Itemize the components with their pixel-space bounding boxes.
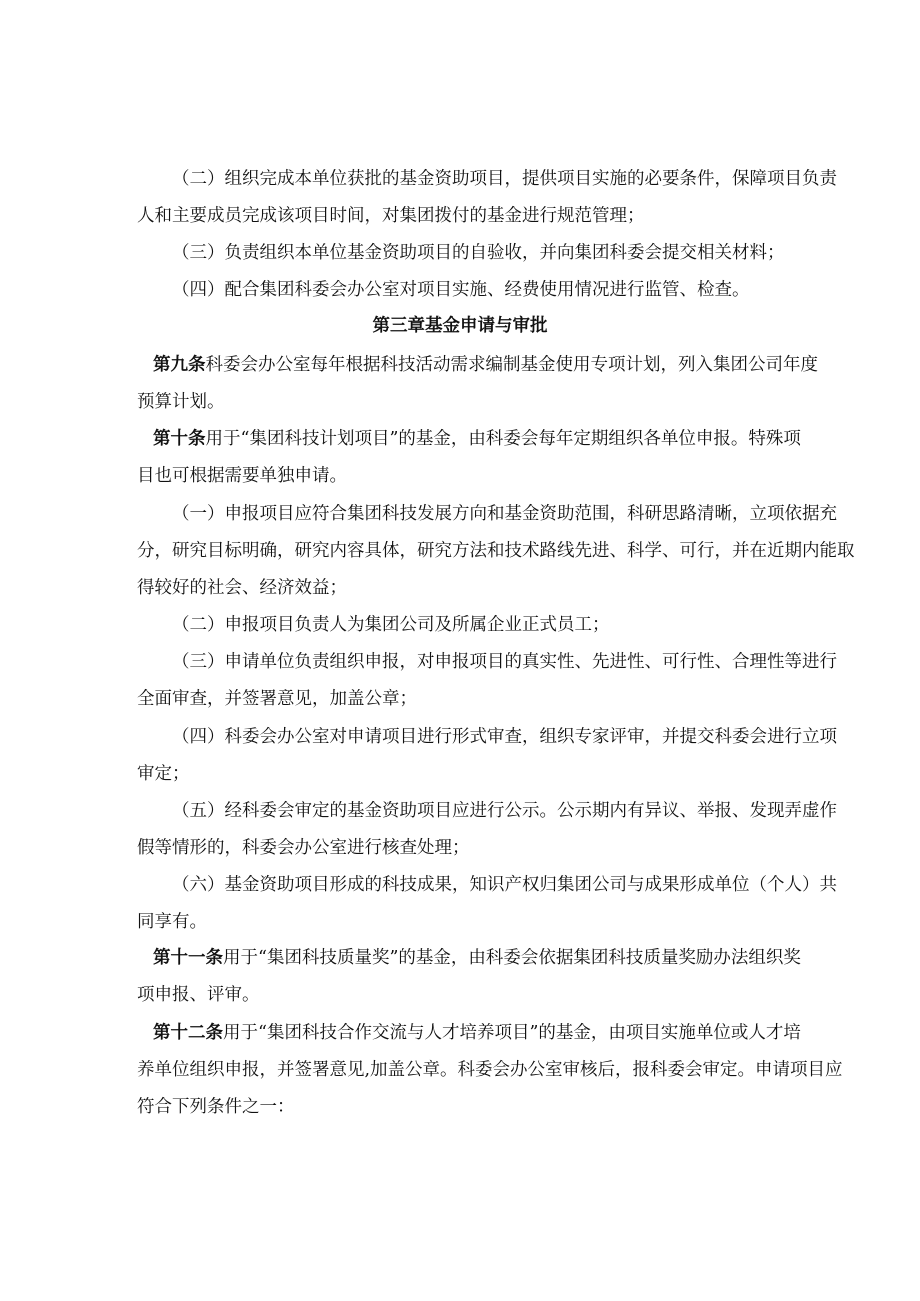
article-10-label: 第十条 — [153, 429, 206, 449]
list-item: 审定； — [137, 764, 190, 784]
list-item: （一）申报项目应符合集团科技发展方向和基金资助范围，科研思路清晰，立项依据充 — [172, 504, 837, 524]
list-item: （二）申报项目负责人为集团公司及所属企业正式员工； — [172, 615, 610, 635]
article-10-line — [153, 428, 801, 450]
article-11-label: 第十一条 — [153, 948, 223, 968]
list-item: 同享有。 — [137, 912, 207, 932]
article-10-cont: 目也可根据需要单独申请。 — [137, 466, 347, 486]
article-12-text: 用于“集团科技合作交流与人才培养项目”的基金，由项目实施单位或人才培 — [223, 1023, 801, 1043]
list-item: 假等情形的，科委会办公室进行核查处理； — [137, 838, 470, 858]
article-12-label: 第十二条 — [153, 1023, 223, 1043]
list-item: （三）申请单位负责组织申报，对申报项目的真实性、先进性、可行性、合理性等进行 — [172, 652, 837, 672]
list-item: 得较好的社会、经济效益； — [137, 578, 347, 598]
list-item: （六）基金资助项目形成的科技成果，知识产权归集团公司与成果形成单位（个人）共 — [172, 875, 837, 895]
article-9-label: 第九条 — [153, 355, 206, 375]
article-11-line — [153, 947, 801, 969]
paragraph-line: （四）配合集团科委会办公室对项目实施、经费使用情况进行监管、检查。 — [172, 280, 750, 300]
paragraph-line: （二）组织完成本单位获批的基金资助项目，提供项目实施的必要条件，保障项目负责 — [172, 169, 837, 189]
chapter-heading: 第三章基金申请与审批 — [372, 316, 548, 336]
article-9-line — [153, 354, 818, 376]
article-11-cont: 项申报、评审。 — [137, 985, 260, 1005]
list-item: （五）经科委会审定的基金资助项目应进行公示。公示期内有异议、举报、发现弄虚作 — [172, 801, 837, 821]
article-12-line — [153, 1022, 801, 1044]
article-9-cont: 预算计划。 — [137, 392, 225, 412]
paragraph-line: （三）负责组织本单位基金资助项目的自验收，并向集团科委会提交相关材料； — [172, 243, 785, 263]
list-item: 全面审查，并签署意见，加盖公章； — [137, 689, 417, 709]
article-11-text: 用于“集团科技质量奖”的基金，由科委会依据集团科技质量奖励办法组织奖 — [223, 948, 801, 968]
list-item: （四）科委会办公室对申请项目进行形式审查，组织专家评审，并提交科委会进行立项 — [172, 727, 837, 747]
article-12-cont: 养单位组织申报，并签署意见,加盖公章。科委会办公室审核后，报科委会审定。申请项目应 — [137, 1060, 843, 1080]
article-9-text: 科委会办公室每年根据科技活动需求编制基金使用专项计划，列入集团公司年度 — [205, 355, 818, 375]
paragraph-line: 人和主要成员完成该项目时间，对集团拨付的基金进行规范管理； — [137, 206, 645, 226]
article-12-cont: 符合下列条件之一： — [137, 1097, 295, 1117]
list-item: 分，研究目标明确，研究内容具体，研究方法和技术路线先进、科学、可行，并在近期内能取 — [137, 541, 855, 561]
article-10-text: 用于“集团科技计划项目”的基金，由科委会每年定期组织各单位申报。特殊项 — [205, 429, 801, 449]
